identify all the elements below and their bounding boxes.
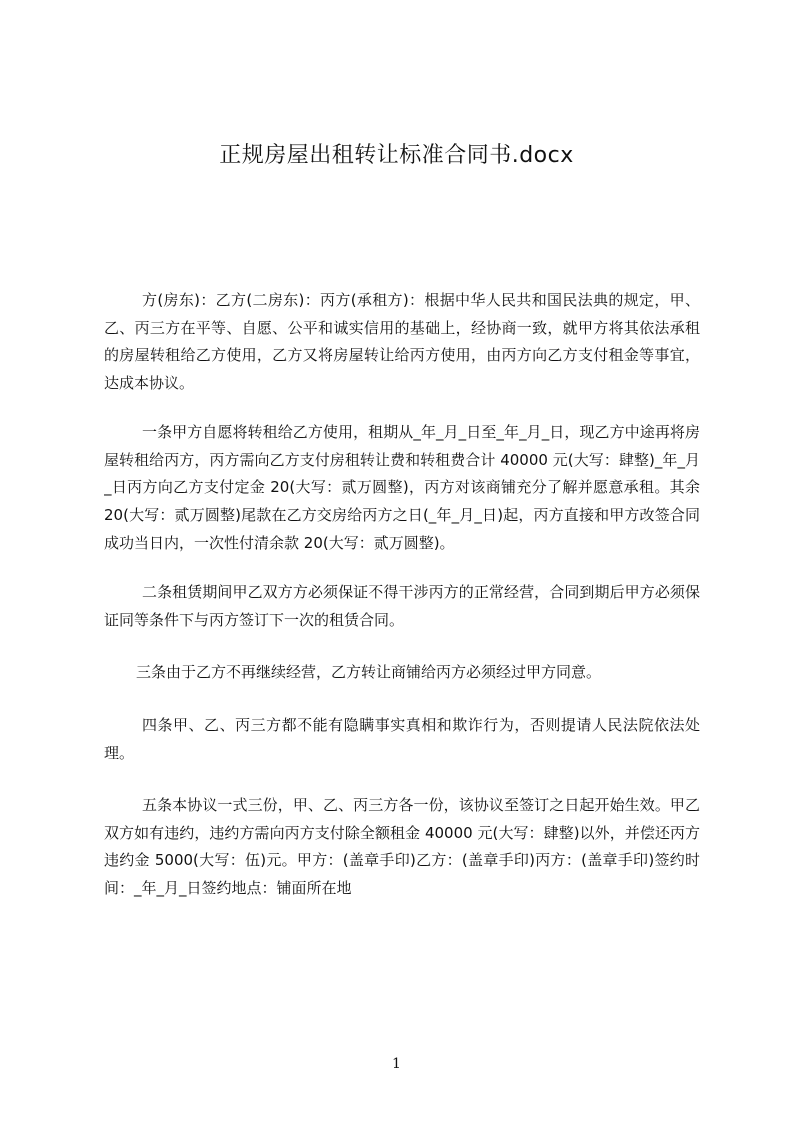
paragraph-article-3: 三条由于乙方不再继续经营，乙方转让商铺给丙方必须经过甲方同意。: [136, 663, 602, 681]
document-title: 正规房屋出租转让标准合同书.docx: [219, 143, 574, 168]
paragraph-article-1: 一条甲方自愿将转租给乙方使用，租期从_年_月_日至_年_月_日，现乙方中途再将房屋转租给丙方，丙方需向乙方支付房租转让费和转租费合计 40000 元(大写：肆整)_年_月_日丙方向乙方支付定金 20(大写：贰万圆整)，丙方对该商铺充分了解并愿意承租。其余 20(大写：贰万圆整)尾款在乙方交房给丙方之日(_年_月_日)起，丙方直接和甲方改签合同成功当日内，一次性付清余款 20(大写：贰万圆整)。: [104, 423, 700, 552]
paragraph-article-2: 二条租赁期间甲乙双方方必须保证不得干涉丙方的正常经营，合同到期后甲方必须保证同等条件下与丙方签订下一次的租赁合同。: [104, 583, 700, 629]
paragraph-article-4: 四条甲、乙、丙三方都不能有隐瞒事实真相和欺诈行为，否则提请人民法院依法处理。: [104, 716, 700, 762]
page-number: 1: [392, 1056, 401, 1072]
paragraph-article-5: 五条本协议一式三份，甲、乙、丙三方各一份，该协议至签订之日起开始生效。甲乙双方如有违约，违约方需向丙方支付除全额租金 40000 元(大写：肆整)以外，并偿还丙方违约金 5000(大写：伍)元。甲方：(盖章手印)乙方：(盖章手印)丙方：(盖章手印)签约时间：_年_月_日签约地点：铺面所在地: [104, 796, 700, 898]
paragraph-preamble: 方(房东)：乙方(二房东)：丙方(承租方)：根据中华人民共和国民法典的规定，甲、乙、丙三方在平等、自愿、公平和诚实信用的基础上，经协商一致，就甲方将其依法承租的房屋转租给乙方使用，乙方又将房屋转让给丙方使用，由丙方向乙方支付租金等事宜，达成本协议。: [104, 291, 700, 393]
